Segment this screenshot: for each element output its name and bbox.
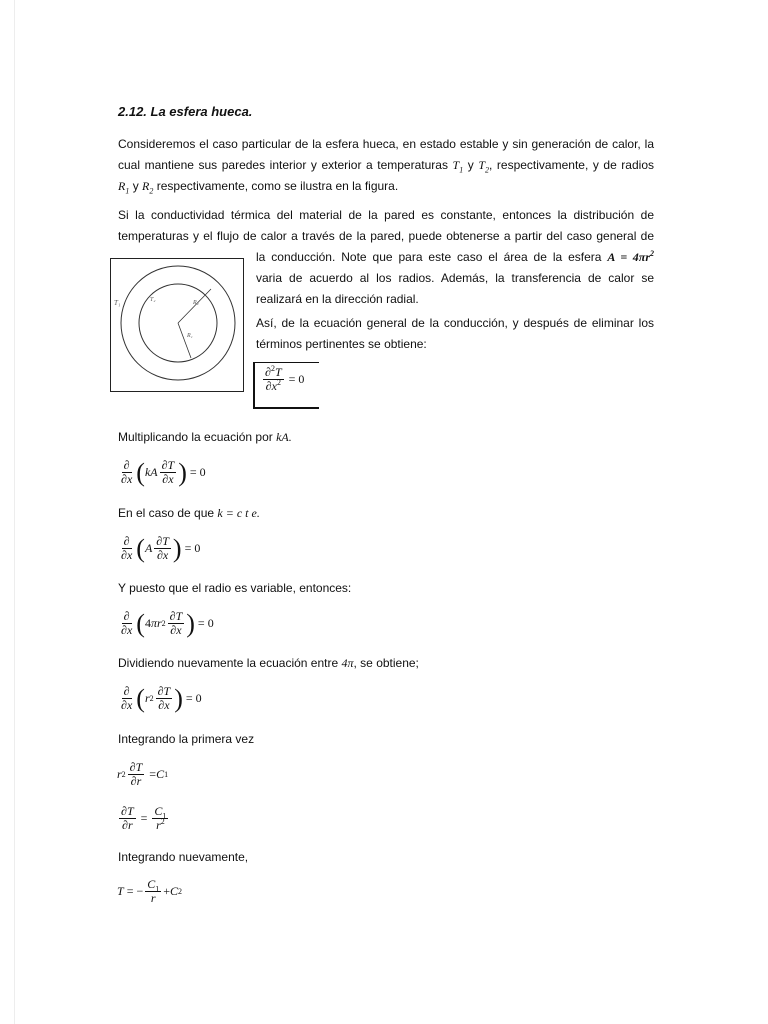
equation-7: T = − $\frac{C_1}{r}$ + C 2 xyxy=(117,877,183,905)
para2-line-2: temperaturas y el flujo de calor a través de la pared, puede obtenerse a partir del caso general de xyxy=(118,229,654,243)
para2-line-3: la conducción. Note que para este caso el área de la esfera $A = 4\pi r^2$ xyxy=(256,249,654,264)
hollow-sphere-figure xyxy=(110,258,244,392)
label-r1: R₁ xyxy=(187,333,193,339)
para2-line-1: Si la conductividad térmica del material de la pared es constante, entonces la distribución de xyxy=(118,208,654,222)
t1-symbol: $T_1$ xyxy=(452,158,464,175)
radius-r1-line xyxy=(178,323,191,358)
label-r2: R₂ xyxy=(193,300,199,306)
para2-line-4: varia de acuerdo al los radios. Además, la transferencia de calor se xyxy=(256,271,654,285)
section-title: 2.12. La esfera hueca. xyxy=(118,104,253,119)
intro-line-3: $R_1$ y $R_2$ respectivamente, como se ilustra en la figura. xyxy=(118,179,399,196)
equation-3: $\frac{\partial}{\partial x}$ ( 4 πr 2 $\frac{\partial T}{\partial x}$ ) = 0 xyxy=(121,608,214,638)
equation-2: $\frac{\partial}{\partial x}$ ( A $\frac{\partial T}{\partial x}$ ) = 0 xyxy=(121,533,201,563)
intro-paragraph xyxy=(118,134,654,197)
step-first-integration: Integrando la primera vez xyxy=(118,732,255,746)
intro-line-2: cual mantiene sus paredes interior y exterior a temperaturas $T_1$ y $T_2$, respectivamente, y de radios xyxy=(118,158,654,175)
equation-5: r 2 $\frac{\partial T}{\partial r}$ = C 1 xyxy=(117,760,169,788)
equation-4: $\frac{\partial}{\partial x}$ ( r 2 $\frac{\partial T}{\partial x}$ ) = 0 xyxy=(121,683,202,713)
page-edge xyxy=(14,0,15,1024)
step-divide: Dividiendo nuevamente la ecuación entre 4π, se obtiene; xyxy=(118,656,419,670)
laplace-equation: $\frac{\partial^2T}{\partial x^2}$ = 0 xyxy=(265,364,305,393)
conductivity-paragraph-wrapped xyxy=(256,247,654,310)
equation-6: $\frac{\partial T}{\partial r}$ = $\frac{C_1}{r^2}$ xyxy=(121,804,167,832)
intro-line-1: Consideremos el caso particular de la esfera hueca, en estado estable y sin generación de calor, la xyxy=(118,137,654,151)
sphere-diagram xyxy=(111,259,243,391)
para3-line-2: términos pertinentes se obtiene: xyxy=(256,337,427,351)
equation-1: $\frac{\partial}{\partial x}$ ( kA $\frac{\partial T}{\partial x}$ ) = 0 xyxy=(121,457,206,487)
area-formula: $A = 4\pi r^2$ xyxy=(607,249,654,264)
step-variable-radius: Y puesto que el radio es variable, entonces: xyxy=(118,581,352,595)
conductivity-paragraph xyxy=(118,205,654,247)
label-t2: T₂ xyxy=(150,297,156,303)
step-constant-k: En el caso de que k = c t e. xyxy=(118,506,260,520)
step-second-integration: Integrando nuevamente, xyxy=(118,850,249,864)
general-equation-paragraph xyxy=(256,313,654,355)
para2-line-5: realizará en la dirección radial. xyxy=(256,292,419,306)
label-t1: T₁ xyxy=(114,299,121,307)
radius-r2-line xyxy=(178,289,211,323)
para3-line-1: Así, de la ecuación general de la conducción, y después de eliminar los xyxy=(256,316,654,330)
t2-symbol: $T_2$ xyxy=(478,158,490,175)
step-multiply: Multiplicando la ecuación por kA. xyxy=(118,430,292,444)
